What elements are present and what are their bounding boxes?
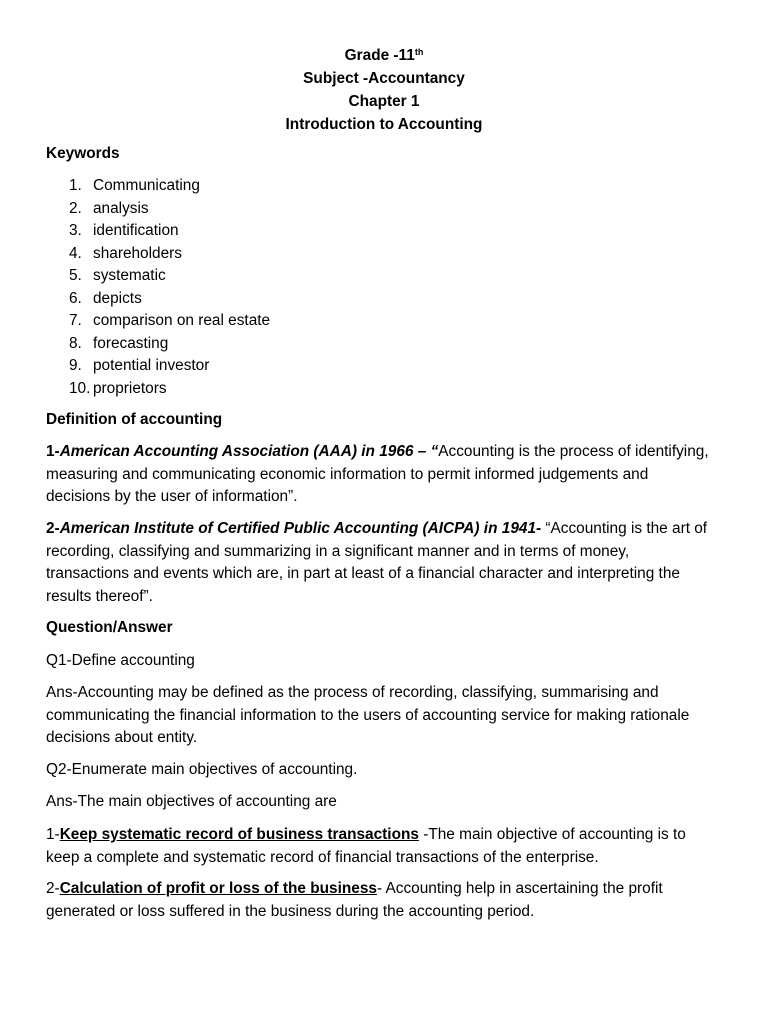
- qa-heading: Question/Answer: [46, 619, 173, 636]
- keyword-text: Communicating: [93, 177, 200, 194]
- definition-heading: Definition of accounting: [46, 411, 223, 428]
- keyword-item: [46, 378, 270, 401]
- document-header: [0, 44, 768, 136]
- keyword-item: [46, 265, 270, 288]
- question-2: Q2-Enumerate main objectives of accounting.: [46, 761, 358, 778]
- keyword-number: 1.: [69, 177, 82, 194]
- keyword-text: potential investor: [93, 357, 210, 374]
- keyword-number: 2.: [69, 199, 82, 217]
- keyword-number: 9.: [69, 357, 82, 374]
- answer-1: Ans-Accounting may be defined as the process of recording, classifying, summarising and communicating the financial information to the users of accounting service for making rationale decisions about entity.: [46, 684, 690, 746]
- keyword-text: shareholders: [93, 244, 182, 262]
- definition-1-source: American Accounting Association (AAA) in 1966 – “: [59, 443, 439, 460]
- definition-1: 1-American Accounting Association (AAA) in 1966 – “Accounting is the process of identifying, measuring and communicating economic information to permit informed judgements and decisions by the user of information”.: [46, 443, 709, 505]
- keyword-text: systematic: [93, 267, 166, 284]
- keyword-number: 3.: [69, 222, 82, 239]
- objective-2-text: - Accounting help in ascertaining the profit generated or loss suffered in the business during the accounting period.: [46, 880, 663, 920]
- answer-2: Ans-The main objectives of accounting are: [46, 793, 337, 810]
- definition-2-source: American Institute of Certified Public Accounting (AICPA) in 1941-: [59, 520, 542, 537]
- keywords-heading: Keywords: [46, 145, 120, 162]
- keyword-item: [46, 198, 270, 221]
- keyword-item: [46, 355, 270, 378]
- keywords-list: [46, 175, 270, 400]
- keyword-item: [46, 175, 270, 198]
- objective-1: 1-Keep systematic record of business transactions -The main objective of accounting is to keep a complete and systematic record of financial transactions of the enterprise.: [46, 826, 686, 866]
- keyword-text: proprietors: [93, 379, 167, 397]
- definition-1-text: Accounting is the process of identifying, measuring and communicating economic information to permit informed judgements and decisions by the user of information”.: [46, 443, 709, 505]
- definition-2: 2-American Institute of Certified Public Accounting (AICPA) in 1941- “Accounting is the art of recording, classifying and summarizing in a significant manner and in terms of money, transactions and events which are, in part at least of a financial character and interpreting the results thereof”.: [46, 520, 708, 605]
- objective-2-title: Calculation of profit or loss of the business: [59, 880, 377, 897]
- keyword-text: analysis: [93, 199, 149, 217]
- keyword-item: [46, 243, 270, 266]
- objective-1-text: -The main objective of accounting is to keep a complete and systematic record of financial transactions of the enterprise.: [46, 826, 686, 866]
- keyword-item: [46, 333, 270, 356]
- keyword-number: 7.: [69, 312, 82, 329]
- keyword-item: [46, 220, 270, 243]
- objective-1-title: Keep systematic record of business transactions: [59, 826, 419, 843]
- keyword-text: depicts: [93, 289, 142, 307]
- keyword-text: comparison on real estate: [93, 312, 271, 329]
- definition-2-text: “Accounting is the art of recording, classifying and summarizing in a significant manner and in terms of money, transactions and events which are, in part at least of a financial character and interpreting the results thereof”.: [46, 520, 708, 605]
- chapter-title: Introduction to Accounting: [285, 116, 483, 133]
- keyword-text: forecasting: [93, 334, 169, 352]
- keyword-number: 10.: [69, 379, 91, 397]
- chapter-line: Chapter 1: [348, 93, 420, 110]
- keyword-item: [46, 310, 270, 333]
- question-1: Q1-Define accounting: [46, 652, 195, 669]
- objective-2: 2-Calculation of profit or loss of the business- Accounting help in ascertaining the profit generated or loss suffered in the business during the accounting period.: [46, 880, 663, 920]
- subject-line: Subject -Accountancy: [303, 70, 465, 87]
- keyword-number: 6.: [69, 289, 82, 307]
- keyword-number: 4.: [69, 244, 82, 262]
- keyword-item: [46, 288, 270, 311]
- keyword-number: 8.: [69, 334, 82, 352]
- keyword-text: identification: [93, 222, 179, 239]
- grade-line: Grade -11th: [344, 47, 424, 64]
- keyword-number: 5.: [69, 267, 82, 284]
